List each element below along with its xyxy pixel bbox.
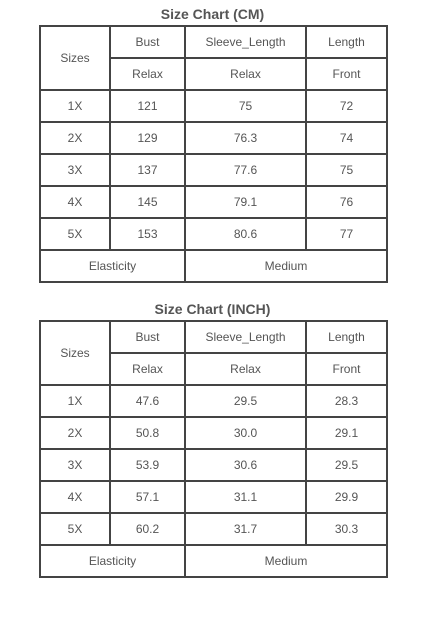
- bust-cell: 153: [110, 218, 185, 250]
- size-cell: 5X: [40, 513, 110, 545]
- table-row: [40, 90, 387, 122]
- bust-cell: 121: [110, 90, 185, 122]
- header-bust: Bust: [110, 26, 185, 58]
- length-cell: 74: [306, 122, 387, 154]
- table-footer-row: [40, 545, 387, 577]
- sleeve-cell: 80.6: [185, 218, 306, 250]
- size-table: [39, 320, 388, 578]
- length-cell: 30.3: [306, 513, 387, 545]
- size-chart-inch: [39, 298, 386, 578]
- header-bust: Bust: [110, 321, 185, 353]
- subheader-length: Front: [306, 353, 387, 385]
- bust-cell: 129: [110, 122, 185, 154]
- bust-cell: 137: [110, 154, 185, 186]
- length-cell: 77: [306, 218, 387, 250]
- sleeve-cell: 79.1: [185, 186, 306, 218]
- length-cell: 76: [306, 186, 387, 218]
- size-cell: 3X: [40, 154, 110, 186]
- size-cell: 1X: [40, 90, 110, 122]
- sleeve-cell: 29.5: [185, 385, 306, 417]
- subheader-sleeve: Relax: [185, 58, 306, 90]
- subheader-sleeve: Relax: [185, 353, 306, 385]
- header-length: Length: [306, 321, 387, 353]
- size-cell: 1X: [40, 385, 110, 417]
- sleeve-cell: 30.6: [185, 449, 306, 481]
- table-row: [40, 154, 387, 186]
- bust-cell: 60.2: [110, 513, 185, 545]
- header-sizes: Sizes: [40, 26, 110, 90]
- length-cell: 75: [306, 154, 387, 186]
- table-footer-row: [40, 250, 387, 282]
- table-row: [40, 218, 387, 250]
- bust-cell: 145: [110, 186, 185, 218]
- elasticity-value: Medium: [185, 545, 387, 577]
- sleeve-cell: 76.3: [185, 122, 306, 154]
- table-row: [40, 449, 387, 481]
- sleeve-cell: 77.6: [185, 154, 306, 186]
- size-cell: 4X: [40, 186, 110, 218]
- elasticity-value: Medium: [185, 250, 387, 282]
- table-row: [40, 186, 387, 218]
- header-sleeve-length: Sleeve_Length: [185, 26, 306, 58]
- size-cell: 4X: [40, 481, 110, 513]
- table-row: [40, 385, 387, 417]
- bust-cell: 53.9: [110, 449, 185, 481]
- sleeve-cell: 75: [185, 90, 306, 122]
- chart-title: Size Chart (CM): [160, 6, 265, 22]
- size-chart-cm: [39, 3, 386, 283]
- subheader-bust: Relax: [110, 58, 185, 90]
- bust-cell: 57.1: [110, 481, 185, 513]
- table-row: [40, 513, 387, 545]
- size-cell: 2X: [40, 122, 110, 154]
- sleeve-cell: 30.0: [185, 417, 306, 449]
- header-sleeve-length: Sleeve_Length: [185, 321, 306, 353]
- header-length: Length: [306, 26, 387, 58]
- subheader-bust: Relax: [110, 353, 185, 385]
- length-cell: 29.1: [306, 417, 387, 449]
- subheader-length: Front: [306, 58, 387, 90]
- length-cell: 29.5: [306, 449, 387, 481]
- elasticity-label: Elasticity: [40, 250, 185, 282]
- size-cell: 5X: [40, 218, 110, 250]
- sleeve-cell: 31.7: [185, 513, 306, 545]
- bust-cell: 50.8: [110, 417, 185, 449]
- size-cell: 2X: [40, 417, 110, 449]
- header-sizes: Sizes: [40, 321, 110, 385]
- table-row: [40, 417, 387, 449]
- sleeve-cell: 31.1: [185, 481, 306, 513]
- table-row: [40, 481, 387, 513]
- size-cell: 3X: [40, 449, 110, 481]
- length-cell: 28.3: [306, 385, 387, 417]
- length-cell: 29.9: [306, 481, 387, 513]
- table-header-row: [40, 321, 387, 353]
- size-table: [39, 25, 388, 283]
- length-cell: 72: [306, 90, 387, 122]
- elasticity-label: Elasticity: [40, 545, 185, 577]
- chart-title: Size Chart (INCH): [154, 301, 271, 317]
- table-header-row: [40, 26, 387, 58]
- bust-cell: 47.6: [110, 385, 185, 417]
- table-row: [40, 122, 387, 154]
